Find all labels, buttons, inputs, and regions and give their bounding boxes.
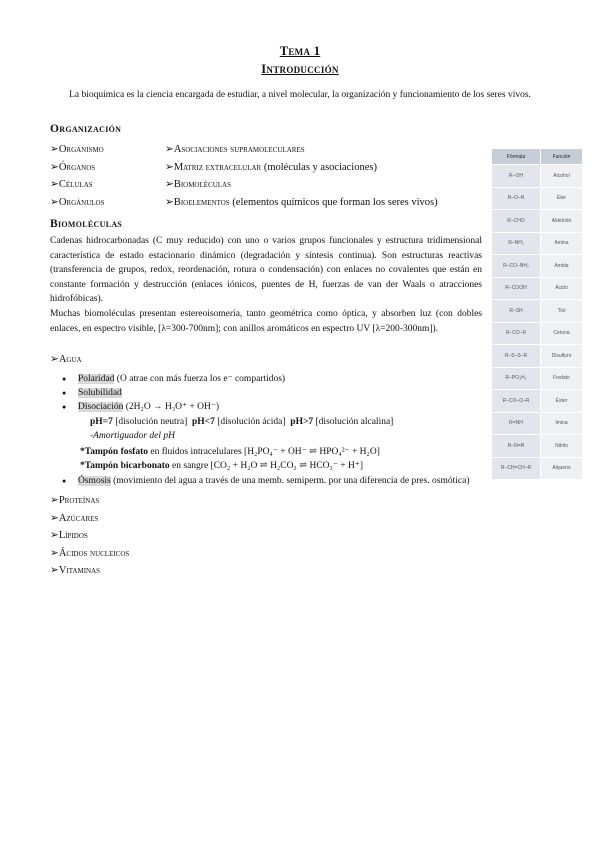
- function-cell: Cetona: [541, 322, 583, 345]
- table-header-row: [492, 149, 583, 165]
- function-cell: Amida: [541, 255, 583, 278]
- org-item: ➢Matriz extracelular (moléculas y asociaciones): [165, 161, 377, 173]
- org-item: ➢Orgánulos: [50, 196, 105, 208]
- org-item: ➢Células: [50, 179, 93, 190]
- table-row: [492, 255, 583, 278]
- formula-cell: R–CHO: [492, 210, 541, 233]
- formula-cell: R–CO–O–R: [492, 390, 541, 413]
- table-row: [492, 345, 583, 368]
- section-azucares: ➢Azúcares: [50, 512, 99, 524]
- agua-heading: ➢Agua: [50, 354, 82, 365]
- table-body: [492, 165, 583, 480]
- function-cell: Ácido: [541, 277, 583, 300]
- function-cell: Alcohol: [541, 165, 583, 188]
- formula-cell: R–CO–R: [492, 322, 541, 345]
- table-header: Función: [541, 149, 583, 165]
- table-header: Fórmula: [492, 149, 541, 165]
- formula-cell: R–SH: [492, 300, 541, 323]
- biomoleculas-heading: Biomoléculas: [50, 218, 123, 230]
- org-item: ➢Asociaciones supramoleculares: [165, 144, 305, 155]
- table-row: [492, 300, 583, 323]
- formula-cell: R–CH=CH–R: [492, 457, 541, 480]
- formula-cell: R–N=R: [492, 435, 541, 458]
- list-item: ● Disociación (2H₂O → H₃O⁺ + OH⁻): [62, 400, 285, 414]
- agua-list-2: [62, 474, 470, 488]
- function-cell: Nitrilo: [541, 435, 583, 458]
- table-row: [492, 232, 583, 255]
- ph-line: pH=7 [disolución neutra] pH<7 [disolución ácida] pH>7 [disolución alcalina]: [90, 417, 394, 427]
- org-item: ➢Bioelementos (elementos químicos que forman los seres vivos): [165, 196, 438, 208]
- biomoleculas-text: [50, 234, 482, 336]
- function-cell: Amina: [541, 232, 583, 255]
- section-proteinas: ➢Proteínas: [50, 495, 100, 506]
- doc-title: Tema 1: [279, 44, 321, 58]
- function-cell: Aldehído: [541, 210, 583, 233]
- doc-subtitle: Introducción: [261, 62, 339, 76]
- section-vitaminas: ➢Vitaminas: [50, 565, 101, 576]
- tampon-fosfato: *Tampón fosfato en fluidos intracelulares [H₂PO₄⁻ + OH⁻ ⇌ HPO₄²⁻ + H₂O]: [80, 447, 380, 457]
- functional-groups-table: [491, 148, 583, 480]
- list-item: ● Ósmosis (movimiento del agua a través de una memb. semiperm. por una diferencia de pres. osmótica): [62, 474, 470, 488]
- org-left-list: [50, 141, 105, 211]
- formula-cell: R–PO₃H₂: [492, 367, 541, 390]
- formula-cell: R–CO–NH₂: [492, 255, 541, 278]
- biomoleculas-p1: Cadenas hidrocarbonadas (C muy reducido) con uno o varios grupos funcionales y estructura tridimensional característica de estado estacionario dinámico (degradación y síntesis continua). Son estructuras reactivas (transferencia de grupos, redox, reordenación, rotura o condensación) con enlaces no covalentes que están en constante formación y destrucción (enlaces iónicos, puentes de H, fuerzas de van der Waals o atracciones hidrofóbicas).: [50, 236, 482, 305]
- section-list: [50, 492, 129, 580]
- table-row: [492, 210, 583, 233]
- table-row: [492, 187, 583, 210]
- section-lipidos: ➢Lípidos: [50, 530, 88, 541]
- org-item: ➢Biomoléculas: [165, 179, 231, 190]
- function-cell: Alqueno: [541, 457, 583, 480]
- function-cell: Éster: [541, 390, 583, 413]
- table-row: [492, 435, 583, 458]
- biomoleculas-p2: Muchas biomoléculas presentan estereoisomería, tanto geométrica como óptica, y absorben luz (con dobles enlaces, en espectro visible, [λ=300-700nm]; con anillos aromáticos en espectro UV [λ=200-300nm]).: [50, 308, 482, 334]
- function-cell: Tiol: [541, 300, 583, 323]
- formula-cell: R–S–S–R: [492, 345, 541, 368]
- formula-cell: R=NH: [492, 412, 541, 435]
- table-row: [492, 322, 583, 345]
- list-item: ● Polaridad (O atrae con más fuerza los e⁻ compartidos): [62, 372, 285, 386]
- formula-cell: R–O–R: [492, 187, 541, 210]
- org-item: ➢Organismo: [50, 144, 104, 155]
- table-row: [492, 412, 583, 435]
- formula-cell: R–NH₂: [492, 232, 541, 255]
- function-cell: Éter: [541, 187, 583, 210]
- amortiguador-line: -Amortiguador del pH: [90, 431, 175, 441]
- org-item: ➢Órganos: [50, 161, 96, 173]
- organizacion-heading: Organización: [50, 123, 122, 135]
- function-cell: Fosfato: [541, 367, 583, 390]
- function-cell: Imina: [541, 412, 583, 435]
- intro-text: La bioquímica es la ciencia encargada de estudiar, a nivel molecular, la organización y funcionamiento de los seres vivos.: [69, 90, 531, 100]
- section-acidos-nucleicos: ➢Ácidos nucleicos: [50, 547, 130, 559]
- list-item: ● Solubilidad: [62, 386, 285, 400]
- table-row: [492, 390, 583, 413]
- formula-cell: R–OH: [492, 165, 541, 188]
- table-row: [492, 277, 583, 300]
- agua-list: [62, 372, 285, 414]
- formula-cell: R–COOH: [492, 277, 541, 300]
- tampon-bicarbonato: *Tampón bicarbonato en sangre [CO₂ + H₂O ⇌ H₂CO₃ ⇌ HCO₃⁻ + H⁺]: [80, 461, 363, 471]
- table-row: [492, 165, 583, 188]
- function-cell: Disulfuro: [541, 345, 583, 368]
- org-right-list: [165, 141, 438, 211]
- table-row: [492, 457, 583, 480]
- table-row: [492, 367, 583, 390]
